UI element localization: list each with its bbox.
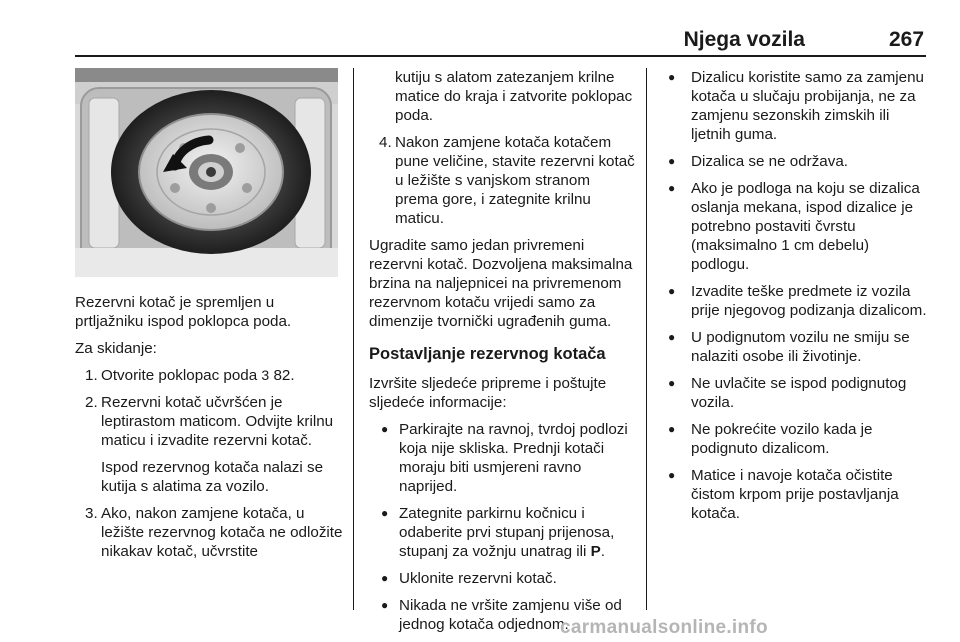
- removal-label: Za skidanje:: [75, 340, 157, 357]
- bullet-item: ● Nikada ne vršite zamjenu više od jednog kotača odjednom.: [369, 596, 637, 634]
- column-3: [664, 68, 928, 531]
- section-heading: Postavljanje rezervnog kotača: [369, 345, 606, 363]
- step-number: 3.: [85, 505, 98, 522]
- step-subtext: Ispod rezervnog kotača nalazi se kutija s alatima za vozilo.: [101, 459, 324, 495]
- column-1: [75, 293, 343, 569]
- bullet-item: ● U podignutom vozilu ne smiju se nalaziti osobe ili životinje.: [664, 328, 928, 366]
- step-text: Otvorite poklopac poda: [101, 367, 262, 384]
- header-rule: [75, 55, 926, 57]
- bullet-text-end: .: [600, 543, 606, 560]
- bullet-item: ● Ne pokrećite vozilo kada je podignuto dizalicom.: [664, 420, 928, 458]
- step-number: 2.: [85, 394, 98, 411]
- bullet-text: Zategnite parkirnu kočnicu i odaberite prvi stupanj prijenosa, stupanj za vožnju unatrag ili: [399, 505, 615, 560]
- bullet-item: ● Dizalica se ne održava.: [664, 152, 928, 171]
- bullet-item: ● Izvadite teške predmete iz vozila prije njegovog podizanja dizalicom.: [664, 282, 928, 320]
- bullet-item: ● Ne uvlačite se ispod podignutog vozila.: [664, 374, 928, 412]
- spare-wheel-illustration: [75, 68, 338, 277]
- column-divider-2: [646, 68, 647, 610]
- step-text: Ako, nakon zamjene kotača, u ležište rezervnog kotača ne odložite nikakav kotač, učvrstite: [101, 505, 343, 560]
- reference-arrow-icon: 3: [261, 367, 270, 383]
- intro-paragraph: Rezervni kotač je spremljen u prtljažniku ispod poklopca poda.: [75, 294, 292, 330]
- step-text: Nakon zamjene kotača kotačem pune veličine, stavite rezervni kotač u ležište s vanjskom stranom prema gore, i zategnite krilnu maticu.: [395, 134, 635, 227]
- preparation-paragraph: Izvršite sljedeće pripreme i poštujte sljedeće informacije:: [369, 375, 607, 411]
- page-header-title: Njega vozila: [683, 28, 805, 51]
- step-number: 1.: [85, 367, 98, 384]
- bullet-item: ● Ako je podloga na koju se dizalica oslanja mekana, ispod dizalice je potrebno postaviti čvrstu (maksimalno 1 cm debelu) podlogu.: [664, 179, 928, 274]
- bullet-item: [369, 504, 637, 561]
- step-number: 4.: [379, 134, 392, 151]
- column-divider-1: [353, 68, 354, 610]
- page-number: 267: [889, 28, 925, 51]
- bullet-item: ● Parkirajte na ravnoj, tvrdoj podlozi koja nije skliska. Prednji kotači moraju biti usmjereni ravno naprijed.: [369, 420, 637, 496]
- step-2: [75, 393, 343, 496]
- bullet-item: ● Matice i navoje kotača očistite čistom krpom prije postavljanja kotača.: [664, 466, 928, 523]
- step-text: Rezervni kotač učvršćen je leptirastom maticom. Odvijte krilnu maticu i izvadite rezervni kotač.: [101, 394, 334, 449]
- step-1: [75, 366, 343, 385]
- step-3: [75, 504, 343, 561]
- spare-note-paragraph: Ugradite samo jedan privremeni rezervni kotač. Dozvoljena maksimalna brzina na naljepnicei na privremenom rezervnom kotaču vrijedi samo za dimenzije tvornički ugrađenih guma.: [369, 237, 633, 330]
- bullet-item: ● Dizalicu koristite samo za zamjenu kotača u slučaju probijanja, ne za zamjenu sezonskih zimskih ili ljetnih guma.: [664, 68, 928, 144]
- gear-p-label: P: [590, 543, 601, 560]
- step-4: [369, 133, 637, 228]
- column-2: [369, 68, 637, 642]
- page-reference-link[interactable]: 82.: [269, 367, 295, 384]
- watermark-text: carmanualsonline.info: [560, 617, 768, 638]
- bullet-item: ● Uklonite rezervni kotač.: [369, 569, 637, 588]
- step-3-continued: kutiju s alatom zatezanjem krilne matice do kraja i zatvorite poklopac poda.: [395, 69, 633, 124]
